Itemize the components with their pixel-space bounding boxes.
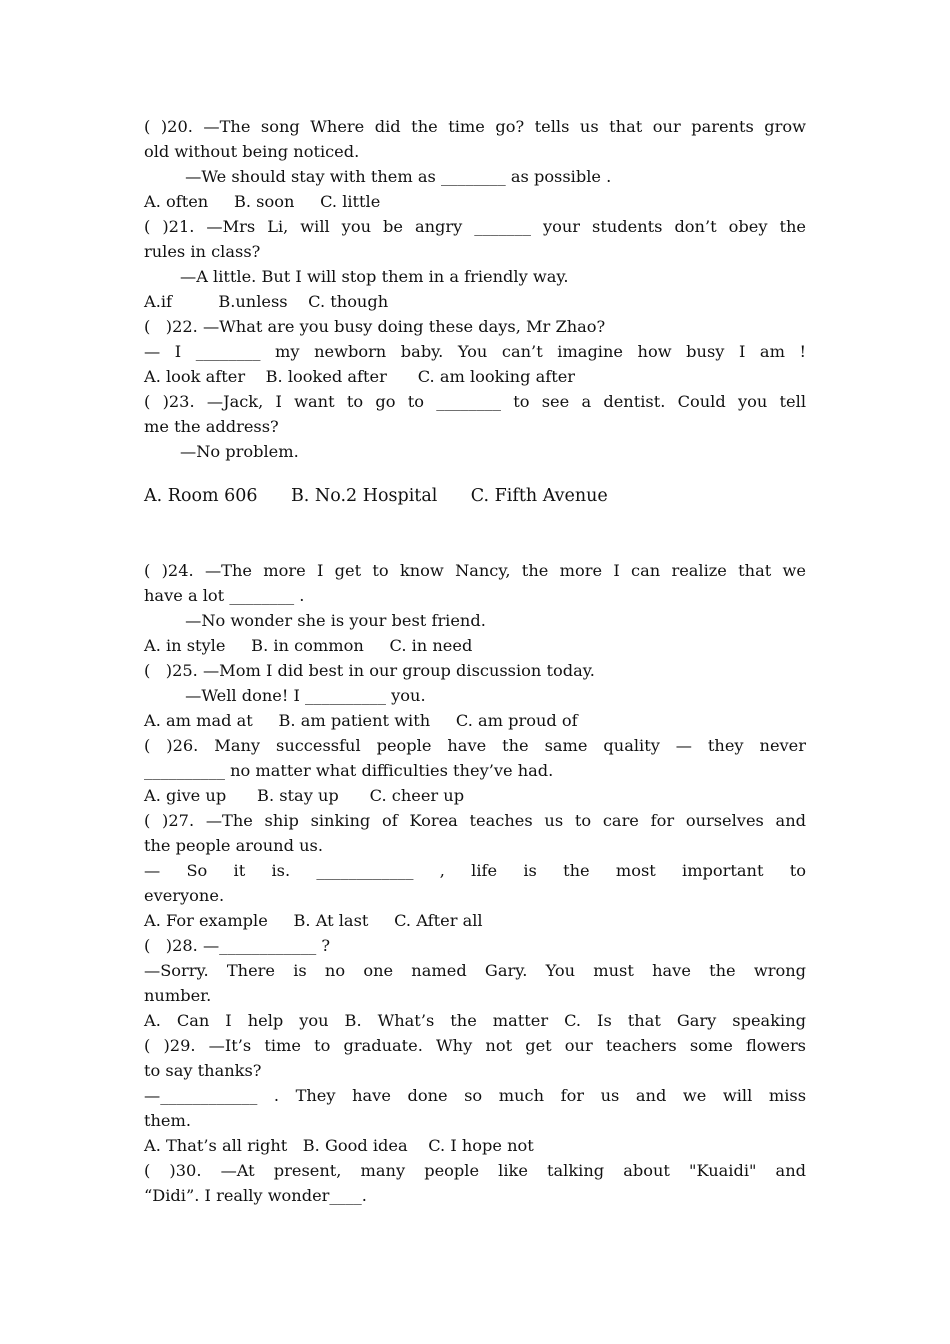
q23-stem-line-2: me the address? [144,417,279,436]
q29-stem-line-1: ( )29. —It’s time to graduate. Why not get our teachers some flowers [144,1036,806,1055]
q26-stem-line-1: ( )26. Many successful people have the same quality — they never [144,736,806,755]
q20-stem-line-1: ( )20. —The song Where did the time go? tells us that our parents grow [144,117,806,136]
q22-response: — I ________ my newborn baby. You can’t imagine how busy I am ! [144,342,806,361]
q27-response-line-2: everyone. [144,886,225,905]
q22-stem: ( )22. —What are you busy doing these days, Mr Zhao? [144,317,606,336]
q28-stem: ( )28. —____________ ? [144,936,331,955]
q27-response-line-1: — So it is. ____________ , life is the most important to [144,861,806,880]
q29-response-line-2: them. [144,1111,192,1130]
q27-options: A. For example B. At last C. After all [144,911,483,930]
q24-options: A. in style B. in common C. in need [144,636,473,655]
q23-stem-line-1: ( )23. —Jack, I want to go to ________ to see a dentist. Could you tell [144,392,806,411]
q21-stem-line-1: ( )21. —Mrs Li, will you be angry _______ your students don’t obey the [144,217,806,236]
q20-stem-line-2: old without being noticed. [144,142,360,161]
q27-stem-line-1: ( )27. —The ship sinking of Korea teaches us to care for ourselves and [144,811,806,830]
q25-options: A. am mad at B. am patient with C. am proud of [144,711,578,730]
q21-stem-line-2: rules in class? [144,242,261,261]
q28-options: A. Can I help you B. What’s the matter C. Is that Gary speaking [144,1011,806,1030]
q21-options: A.if B.unless C. though [144,292,389,311]
q28-response-line-1: —Sorry. There is no one named Gary. You must have the wrong [144,961,806,980]
q22-options: A. look after B. looked after C. am looking after [144,367,576,386]
q25-stem: ( )25. —Mom I did best in our group discussion today. [144,661,595,680]
q29-stem-line-2: to say thanks? [144,1061,262,1080]
q28-response-line-2: number. [144,986,212,1005]
q26-options: A. give up B. stay up C. cheer up [144,786,465,805]
q21-response: —A little. But I will stop them in a friendly way. [144,267,569,286]
q30-stem-line-1: ( )30. —At present, many people like talking about "Kuaidi" and [144,1161,806,1180]
q24-stem-line-2: have a lot ________ . [144,586,305,605]
q23-options: A. Room 606 B. No.2 Hospital C. Fifth Avenue [144,486,608,506]
q27-stem-line-2: the people around us. [144,836,323,855]
q23-response: —No problem. [144,442,299,461]
q26-stem-line-2: __________ no matter what difficulties they’ve had. [144,761,554,780]
q29-options: A. That’s all right B. Good idea C. I hope not [144,1136,534,1155]
q30-stem-line-2: “Didi”. I really wonder____. [144,1186,367,1205]
q29-response-line-1: —____________ . They have done so much for us and we will miss [144,1086,806,1105]
q24-response: —No wonder she is your best friend. [144,611,486,630]
q20-options: A. often B. soon C. little [144,192,381,211]
q20-response: —We should stay with them as ________ as possible . [144,167,612,186]
q24-stem-line-1: ( )24. —The more I get to know Nancy, the more I can realize that we [144,561,806,580]
q25-response: —Well done! I __________ you. [144,686,426,705]
